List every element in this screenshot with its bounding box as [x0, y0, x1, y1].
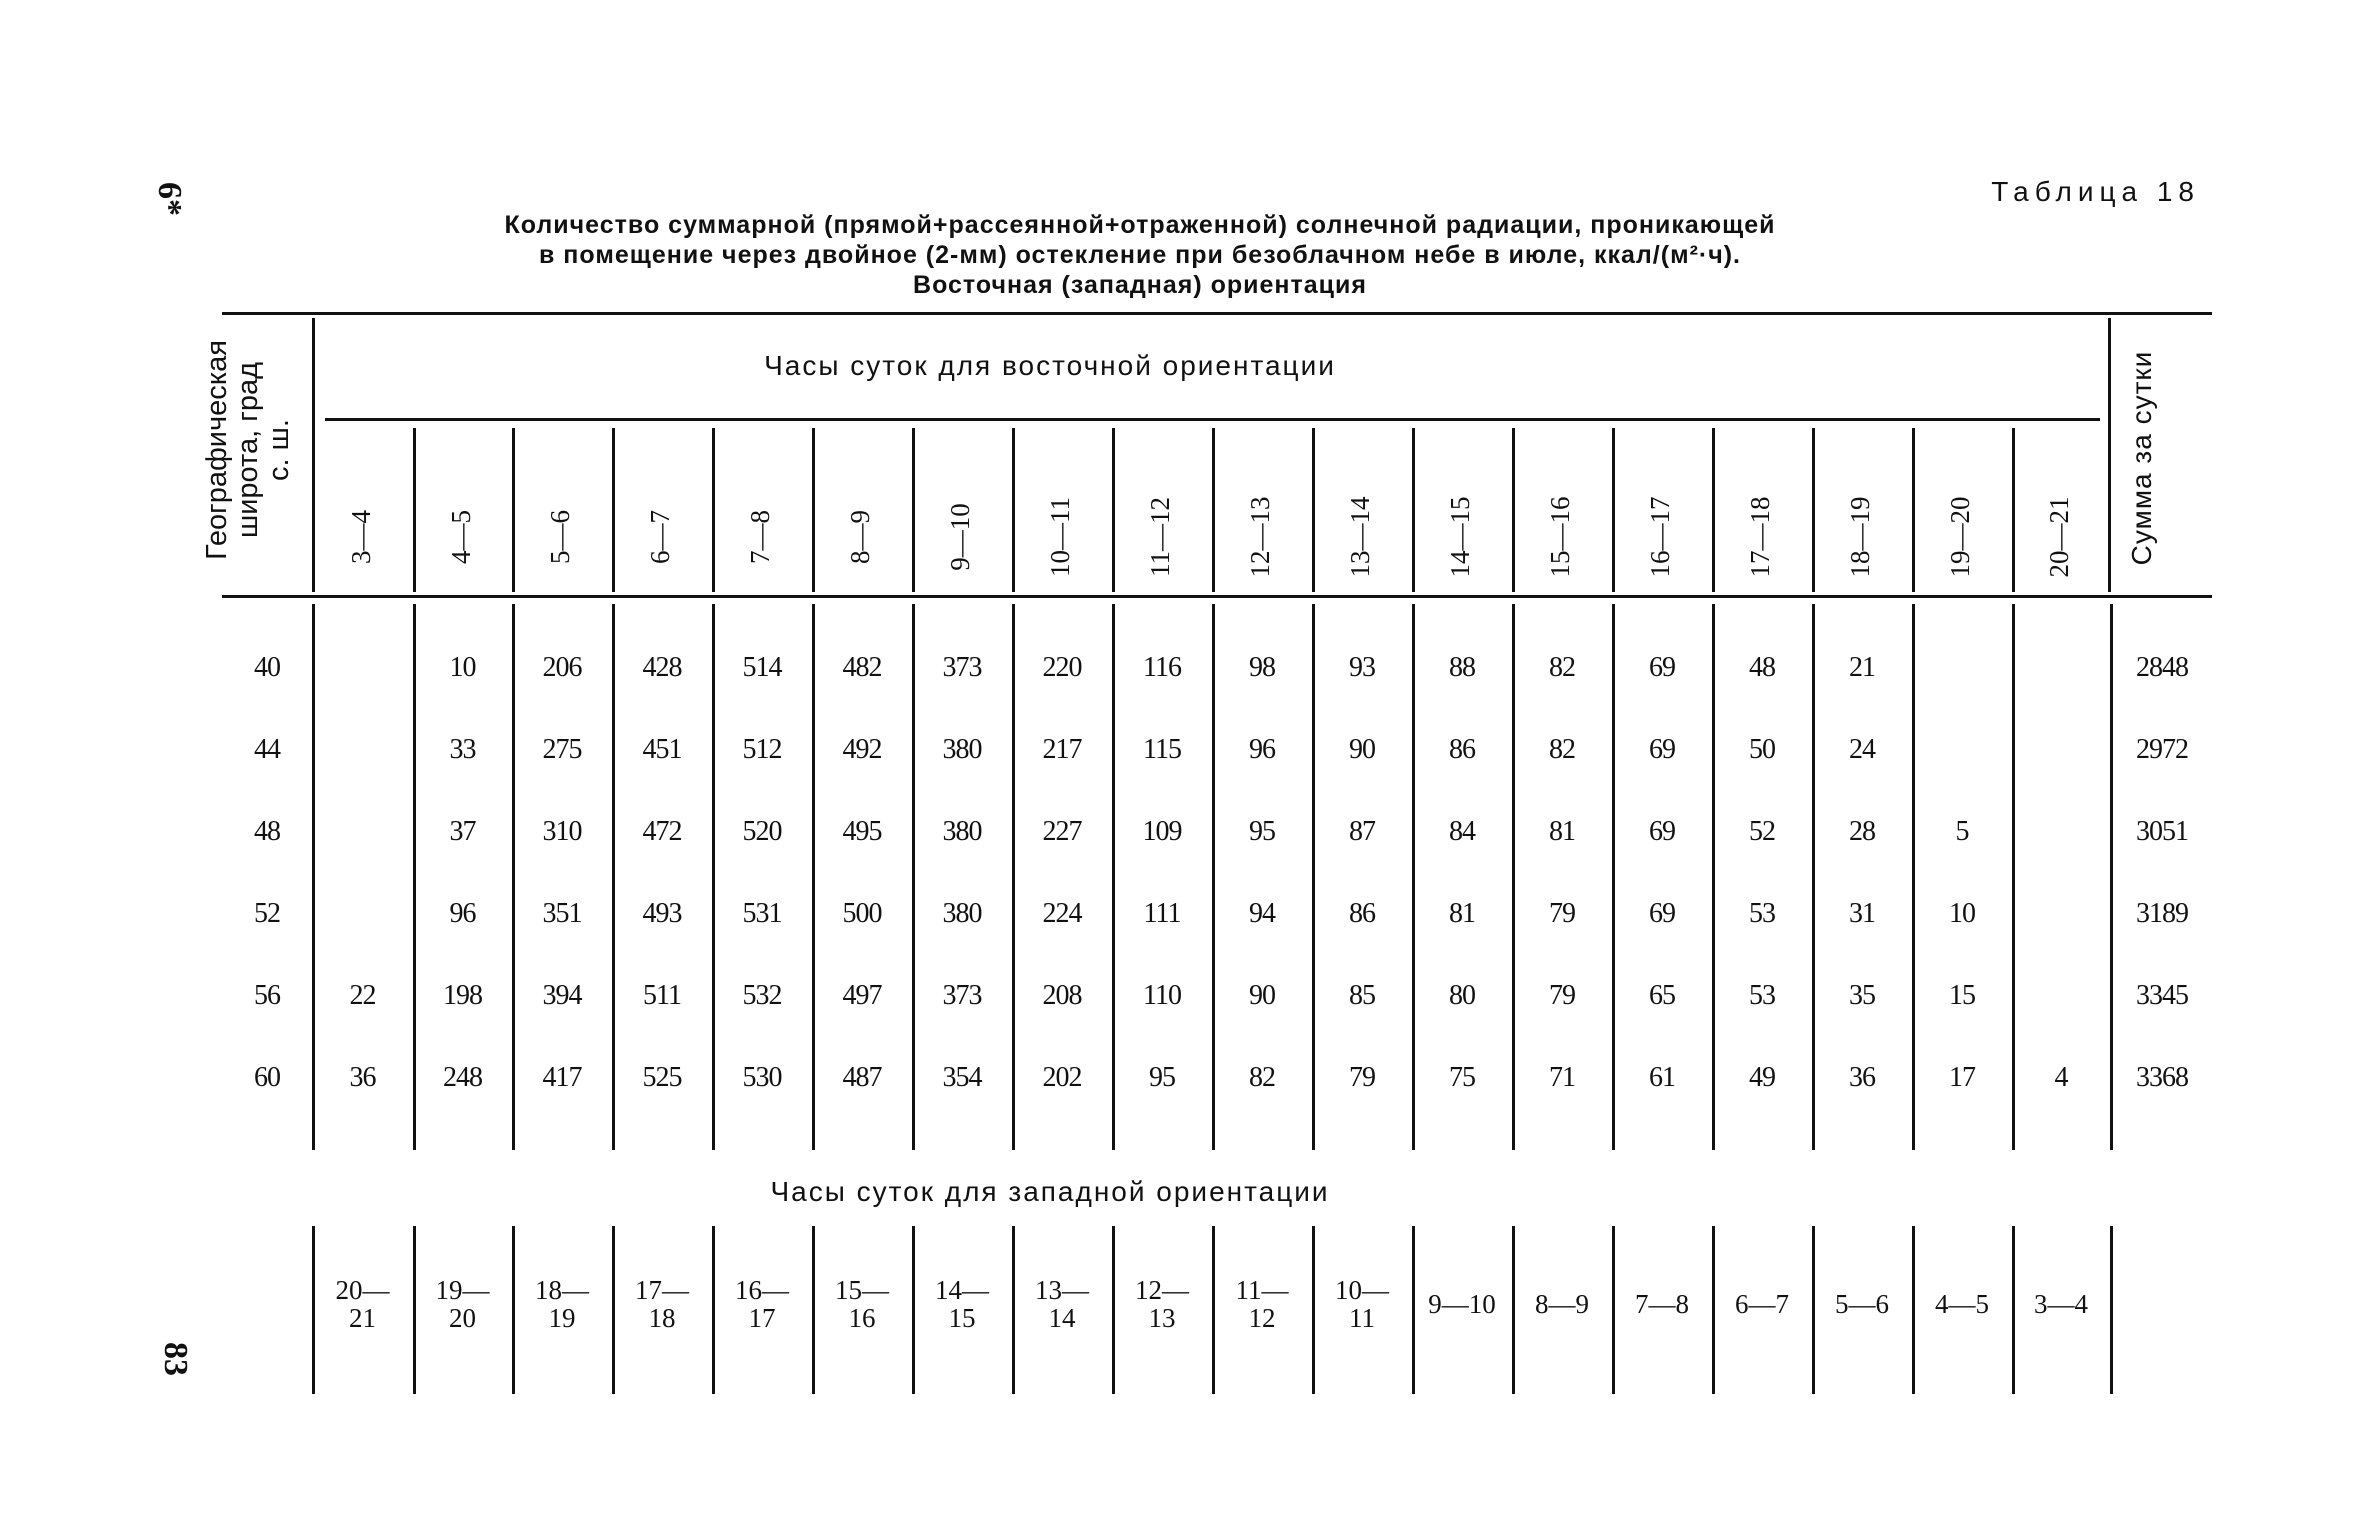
value-cell: 36 — [1849, 1062, 1875, 1093]
value-cell: 275 — [542, 734, 582, 765]
value-cell: 81 — [1549, 816, 1575, 847]
header-divider — [1512, 428, 1515, 592]
value-cell: 88 — [1449, 652, 1475, 683]
latitude-cell: 56 — [254, 980, 280, 1011]
value-cell: 82 — [1549, 652, 1575, 683]
value-cell: 4 — [2054, 1062, 2068, 1093]
value-cell: 487 — [842, 1062, 882, 1093]
east-hour-header: 9—10 — [945, 503, 975, 571]
header-divider — [1112, 428, 1115, 592]
value-cell: 520 — [742, 816, 782, 847]
value-cell: 35 — [1849, 980, 1875, 1011]
header-divider — [712, 428, 715, 592]
sum-cell: 3368 — [2136, 1062, 2188, 1093]
value-cell: 380 — [942, 816, 982, 847]
value-cell: 115 — [1143, 734, 1181, 765]
page-margin-note: 6* — [151, 182, 188, 216]
east-hour-header: 14—15 — [1445, 496, 1475, 578]
header-divider — [413, 428, 416, 592]
east-hour-header: 7—8 — [745, 510, 775, 564]
value-cell: 75 — [1449, 1062, 1475, 1093]
value-cell: 82 — [1549, 734, 1575, 765]
east-hour-header: 17—18 — [1745, 496, 1775, 578]
sum-cell: 2972 — [2136, 734, 2188, 765]
value-cell: 227 — [1042, 816, 1082, 847]
value-cell: 98 — [1249, 652, 1275, 683]
value-cell: 22 — [349, 980, 376, 1011]
value-cell: 206 — [542, 652, 582, 683]
value-cell: 428 — [642, 652, 682, 683]
west-hour-cell: 7—8 — [1635, 1289, 1689, 1319]
value-cell: 21 — [1849, 652, 1875, 683]
table-title — [380, 210, 1900, 300]
latitude-cell: 48 — [254, 816, 280, 847]
value-cell: 514 — [742, 652, 782, 683]
header-divider — [812, 428, 815, 592]
value-cell: 224 — [1042, 898, 1082, 929]
west-hour-cell: 11— 12 — [1235, 1275, 1289, 1333]
value-cell: 52 — [1749, 816, 1775, 847]
header-divider — [1212, 428, 1215, 592]
title-line-1: Количество суммарной (прямой+рассеянной+отраженной) солнечной радиации, проникающей — [504, 211, 1776, 239]
sum-cell: 3189 — [2136, 898, 2188, 929]
header-divider — [612, 428, 615, 592]
value-cell: 208 — [1042, 980, 1082, 1011]
west-hour-cell: 8—9 — [1535, 1289, 1589, 1319]
west-hour-cell: 20— 21 — [335, 1275, 390, 1333]
west-hour-cell: 9—10 — [1428, 1289, 1496, 1319]
daily-sum-header: Сумма за сутки — [2126, 350, 2157, 566]
west-hour-cell: 4—5 — [1935, 1289, 1989, 1319]
value-cell: 202 — [1042, 1062, 1082, 1093]
value-cell: 84 — [1449, 816, 1475, 847]
value-cell: 531 — [742, 898, 782, 929]
west-hour-cell: 13— 14 — [1035, 1275, 1089, 1333]
value-cell: 500 — [842, 898, 882, 929]
value-cell: 532 — [742, 980, 782, 1011]
value-cell: 71 — [1549, 1062, 1575, 1093]
value-cell: 80 — [1449, 980, 1475, 1011]
value-cell: 482 — [842, 652, 882, 683]
value-cell: 512 — [742, 734, 782, 765]
rule-top — [222, 312, 2212, 315]
value-cell: 48 — [1749, 652, 1775, 683]
value-cell: 354 — [942, 1062, 982, 1093]
east-hour-header: 20—21 — [2044, 496, 2074, 578]
value-cell: 61 — [1649, 1062, 1675, 1093]
value-cell: 85 — [1349, 980, 1375, 1011]
east-hour-header: 16—17 — [1645, 496, 1675, 578]
west-hour-cell: 17— 18 — [635, 1275, 689, 1333]
west-hour-cell: 16— 17 — [735, 1275, 789, 1333]
value-cell: 79 — [1349, 1062, 1375, 1093]
west-hour-cell: 5—6 — [1835, 1289, 1889, 1319]
value-cell: 96 — [1249, 734, 1275, 765]
header-divider-sum — [2108, 318, 2111, 592]
value-cell: 69 — [1649, 816, 1675, 847]
west-hour-cell: 19— 20 — [435, 1275, 490, 1333]
value-cell: 380 — [942, 898, 982, 929]
east-hour-header: 4—5 — [445, 510, 476, 564]
latitude-header-line-2: широта, град — [232, 361, 264, 539]
value-cell: 95 — [1149, 1062, 1175, 1093]
rule-header-bottom — [222, 595, 2212, 598]
east-hour-header: 8—9 — [845, 510, 875, 564]
latitude-cell: 52 — [254, 898, 280, 929]
value-cell: 15 — [1949, 980, 1975, 1011]
value-cell: 93 — [1349, 652, 1375, 683]
header-divider — [912, 428, 915, 592]
value-cell: 53 — [1749, 898, 1775, 929]
value-cell: 351 — [542, 898, 582, 929]
east-hour-header: 18—19 — [1845, 496, 1875, 578]
latitude-cell: 40 — [254, 652, 280, 683]
value-cell: 451 — [642, 734, 682, 765]
east-hour-header: 13—14 — [1345, 496, 1375, 578]
east-hour-header: 19—20 — [1945, 496, 1975, 578]
west-hour-cell: 18— 19 — [535, 1275, 589, 1333]
value-cell: 495 — [842, 816, 882, 847]
header-divider-lat — [312, 318, 315, 592]
header-divider — [1312, 428, 1315, 592]
value-cell: 310 — [542, 816, 582, 847]
header-divider — [1412, 428, 1415, 592]
header-divider — [1812, 428, 1815, 592]
value-cell: 116 — [1143, 652, 1181, 683]
value-cell: 28 — [1849, 816, 1875, 847]
west-hour-cell: 15— 16 — [835, 1275, 889, 1333]
west-hour-cell: 10— 11 — [1335, 1275, 1389, 1333]
east-hour-header: 6—7 — [645, 510, 675, 564]
value-cell: 37 — [449, 816, 476, 847]
west-hour-cell: 3—4 — [2034, 1289, 2088, 1319]
value-cell: 497 — [842, 980, 882, 1011]
value-cell: 49 — [1749, 1062, 1775, 1093]
value-cell: 110 — [1143, 980, 1181, 1011]
value-cell: 373 — [942, 652, 982, 683]
value-cell: 79 — [1549, 980, 1575, 1011]
value-cell: 96 — [449, 898, 476, 929]
value-cell: 10 — [1949, 898, 1975, 929]
value-cell: 69 — [1649, 652, 1675, 683]
page-number: 83 — [157, 1342, 194, 1376]
sum-cell: 3345 — [2136, 980, 2188, 1011]
east-hour-header: 15—16 — [1545, 496, 1575, 578]
table-label: Таблица 18 — [1991, 176, 2200, 207]
east-hour-header: 10—11 — [1045, 497, 1075, 577]
sum-cell: 3051 — [2136, 816, 2188, 847]
value-cell: 198 — [443, 980, 482, 1011]
west-hour-cell: 12— 13 — [1135, 1275, 1189, 1333]
value-cell: 69 — [1649, 898, 1675, 929]
value-cell: 86 — [1349, 898, 1375, 929]
value-cell: 69 — [1649, 734, 1675, 765]
latitude-header-line-1: Географическая — [201, 340, 233, 560]
west-hour-cell: 14— 15 — [935, 1275, 989, 1333]
value-cell: 24 — [1849, 734, 1875, 765]
value-cell: 530 — [742, 1062, 782, 1093]
value-cell: 394 — [542, 980, 582, 1011]
value-cell: 220 — [1042, 652, 1082, 683]
value-cell: 217 — [1042, 734, 1082, 765]
value-cell: 511 — [643, 980, 681, 1011]
value-cell: 90 — [1249, 980, 1275, 1011]
value-cell: 95 — [1249, 816, 1275, 847]
value-cell: 472 — [642, 816, 682, 847]
latitude-header — [202, 300, 302, 600]
west-divider — [2110, 1226, 2113, 1394]
value-cell: 109 — [1142, 816, 1182, 847]
header-divider — [1612, 428, 1615, 592]
header-divider — [1912, 428, 1915, 592]
east-hours-header: Часы суток для восточной ориентации — [764, 350, 1336, 381]
value-cell: 50 — [1749, 734, 1775, 765]
header-divider — [1712, 428, 1715, 592]
value-cell: 111 — [1143, 898, 1181, 929]
header-divider — [512, 428, 515, 592]
value-cell: 10 — [449, 652, 476, 683]
east-hour-header: 11—12 — [1145, 497, 1175, 577]
value-cell: 90 — [1349, 734, 1375, 765]
rule-east-group — [325, 418, 2100, 421]
value-cell: 417 — [542, 1062, 582, 1093]
value-cell: 36 — [349, 1062, 376, 1093]
value-cell: 525 — [642, 1062, 682, 1093]
value-cell: 33 — [449, 734, 476, 765]
east-hour-header: 5—6 — [545, 510, 575, 564]
header-divider — [1012, 428, 1015, 592]
west-hour-cell: 6—7 — [1735, 1289, 1789, 1319]
value-cell: 493 — [642, 898, 682, 929]
latitude-header-line-3: с. ш. — [263, 419, 295, 481]
value-cell: 17 — [1949, 1062, 1975, 1093]
sum-cell: 2848 — [2136, 652, 2188, 683]
title-line-3: Восточная (западная) ориентация — [913, 271, 1367, 299]
east-hour-header: 3—4 — [345, 510, 376, 564]
value-cell: 65 — [1649, 980, 1675, 1011]
value-cell: 86 — [1449, 734, 1475, 765]
east-hour-header: 12—13 — [1245, 496, 1275, 578]
value-cell: 31 — [1849, 898, 1875, 929]
value-cell: 53 — [1749, 980, 1775, 1011]
value-cell: 373 — [942, 980, 982, 1011]
title-line-2: в помещение через двойное (2-мм) остекление при безоблачном небе в июле, ккал/(м²·ч). — [538, 241, 1742, 269]
west-hours-header: Часы суток для западной ориентации — [770, 1176, 1330, 1207]
value-cell: 5 — [1955, 816, 1969, 847]
value-cell: 81 — [1449, 898, 1475, 929]
value-cell: 492 — [842, 734, 882, 765]
value-cell: 82 — [1249, 1062, 1275, 1093]
latitude-cell: 44 — [254, 734, 280, 765]
value-cell: 79 — [1549, 898, 1575, 929]
value-cell: 94 — [1249, 898, 1275, 929]
header-divider — [2012, 428, 2015, 592]
value-cell: 248 — [443, 1062, 482, 1093]
latitude-cell: 60 — [254, 1062, 280, 1093]
value-cell: 87 — [1349, 816, 1375, 847]
value-cell: 380 — [942, 734, 982, 765]
